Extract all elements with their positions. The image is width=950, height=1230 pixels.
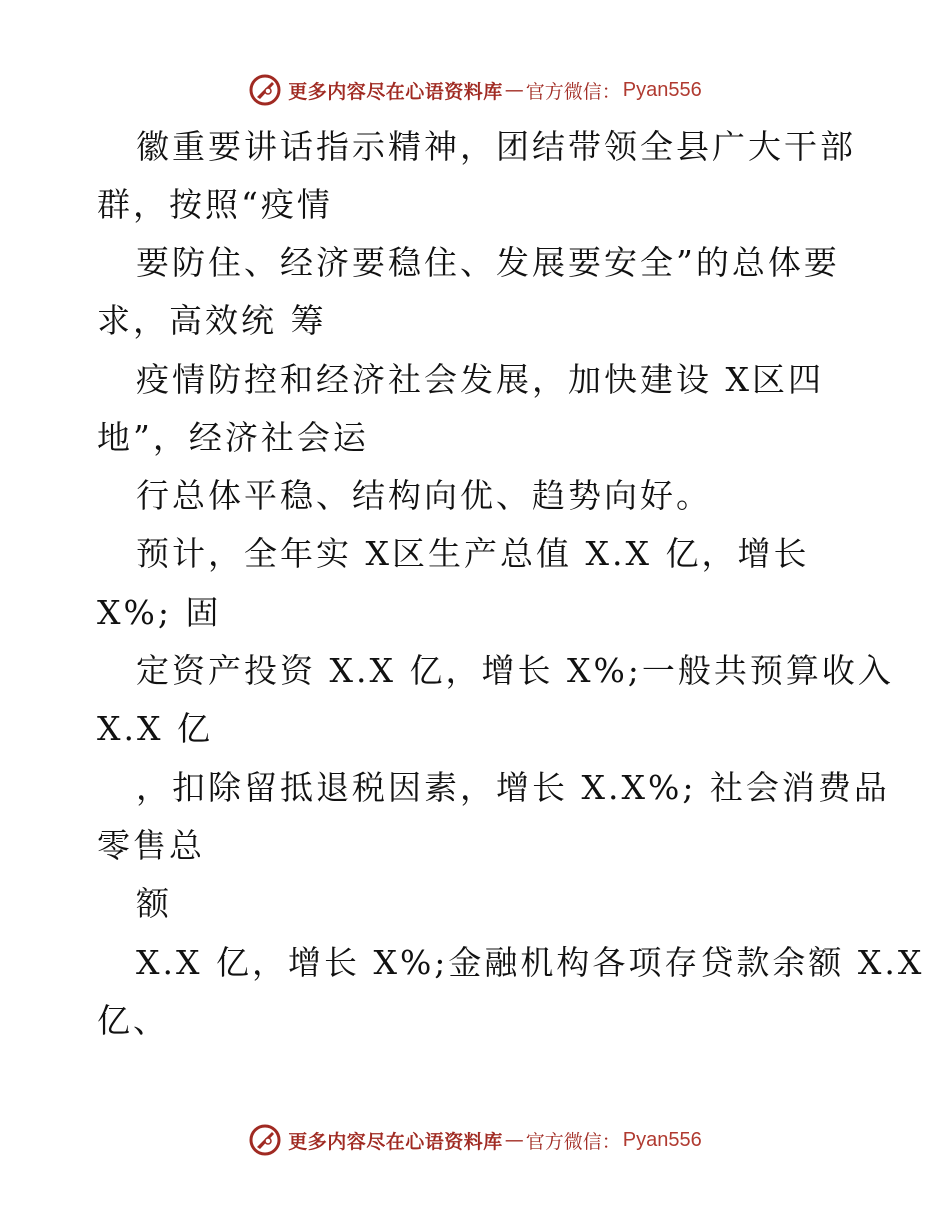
- watermark-dash: —: [504, 1129, 524, 1151]
- text-line: 要防住、经济要稳住、发展要安全”的总体要: [136, 243, 840, 282]
- text-line: 预计，全年实 X区生产总值 X.X 亿，增长: [136, 534, 810, 573]
- watermark-text: 更多内容尽在心语资料库: [288, 1130, 503, 1153]
- text-line: 徽重要讲话指示精神，团结带领全县广大干部: [136, 127, 856, 166]
- watermark-id: Pyan556: [622, 78, 702, 101]
- watermark-official: 官方微信：: [525, 1130, 621, 1153]
- text-line: 零售总: [97, 826, 205, 865]
- text-line: 求，高效统 筹: [97, 301, 327, 340]
- text-line: ，扣除留抵退税因素，增长 X.X%; 社会消费品: [136, 768, 890, 807]
- text-line: 定资产投资 X.X 亿，增长 X%;一般共预算收入: [136, 651, 894, 690]
- watermark-official: 官方微信：: [525, 80, 621, 103]
- text-line: 疫情防控和经济社会发展，加快建设 X区四: [136, 360, 824, 399]
- watermark-dash: —: [504, 79, 524, 101]
- text-line: 地”，经济社会运: [97, 418, 369, 457]
- text-line: 额: [136, 884, 172, 923]
- watermark-id: Pyan556: [622, 1128, 702, 1151]
- text-line: X%; 固: [97, 593, 222, 632]
- watermark-text: 更多内容尽在心语资料库: [288, 80, 503, 103]
- text-line: X.X 亿，增长 X%;金融机构各项存贷款余额 X.X: [136, 943, 925, 982]
- text-line: 亿、: [97, 1001, 169, 1040]
- text-line: X.X 亿: [97, 709, 213, 748]
- quill-logo-icon: [248, 73, 282, 107]
- text-line: 行总体平稳、结构向优、趋势向好。: [136, 476, 712, 515]
- quill-logo-icon: [248, 1123, 282, 1157]
- footer-watermark: [0, 1120, 950, 1160]
- header-watermark: [0, 70, 950, 110]
- text-line: 群，按照“疫情: [97, 185, 333, 224]
